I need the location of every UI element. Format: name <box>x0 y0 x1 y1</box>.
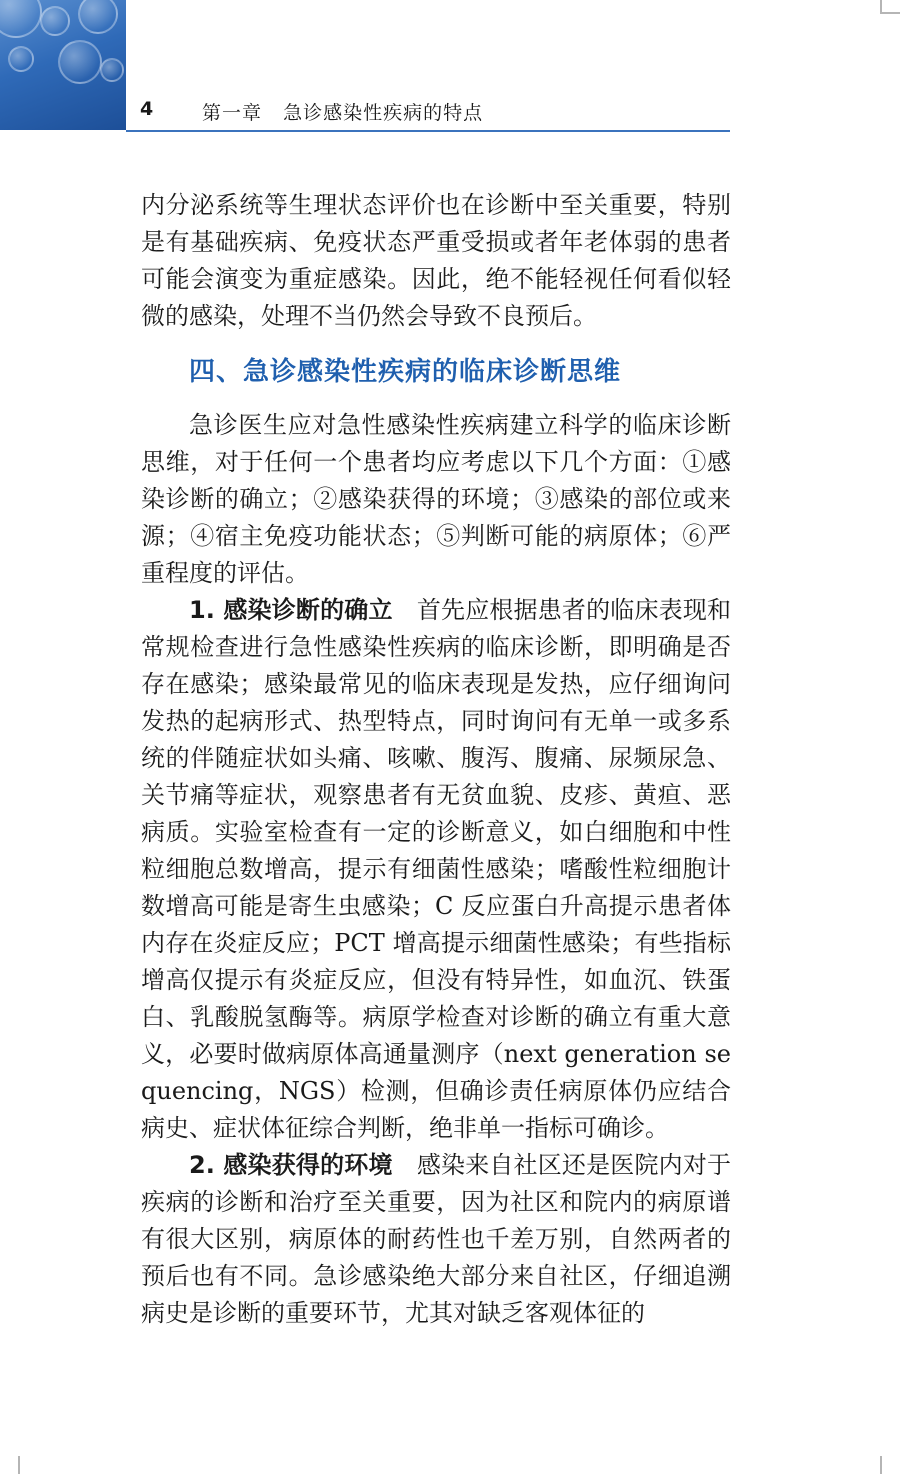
paragraph-item-1 <box>141 592 731 1147</box>
page-body <box>141 187 731 1332</box>
item-2-lead: 2. 感染获得的环境 <box>189 1151 393 1179</box>
chapter-title: 第一章 急诊感染性疾病的特点 <box>202 102 484 124</box>
item-1-text: 首先应根据患者的临床表现和常规检查进行急性感染性疾病的临床诊断，即明确是否存在感染；感染最常见的临床表现是发热，应仔细询问发热的起病形式、热型特点，同时询问有无单一或多系统的伴随症状如头痛、咳嗽、腹泻、腹痛、尿频尿急、关节痛等症状，观察患者有无贫血貌、皮疹、黄疸、恶病质。实验室检查有一定的诊断意义，如白细胞和中性粒细胞总数增高，提示有细菌性感染；嗜酸性粒细胞计数增高可能是寄生虫感染；C 反应蛋白升高提示患者体内存在炎症反应；PCT 增高提示细菌性感染；有些指标增高仅提示有炎症反应，但没有特异性，如血沉、铁蛋白、乳酸脱氢酶等。病原学检查对诊断的确立有重大意义，必要时做病原体高通量测序（next generation sequencing，NGS）检测，但确诊责任病原体仍应结合病史、症状体征综合判断，绝非单一指标可确诊。 <box>141 596 732 1142</box>
corner-decoration <box>0 0 126 130</box>
bubble-decoration <box>78 0 118 34</box>
paragraph-item-2 <box>141 1147 731 1332</box>
item-1-lead: 1. 感染诊断的确立 <box>189 596 393 624</box>
section-heading: 四、急诊感染性疾病的临床诊断思维 <box>189 357 622 387</box>
page-number: 4 <box>140 98 154 120</box>
header-rule <box>126 130 730 132</box>
bubble-decoration <box>58 40 102 84</box>
running-header <box>126 96 730 130</box>
crop-mark <box>880 1456 882 1474</box>
paragraph-overview: 急诊医生应对急性感染性疾病建立科学的临床诊断思维，对于任何一个患者均应考虑以下几个方面：①感染诊断的确立；②感染获得的环境；③感染的部位或来源；④宿主免疫功能状态；⑤判断可能的病原体；⑥严重程度的评估。 <box>141 411 731 587</box>
paragraph-intro: 内分泌系统等生理状态评价也在诊断中至关重要，特别是有基础疾病、免疫状态严重受损或者年老体弱的患者可能会演变为重症感染。因此，绝不能轻视任何看似轻微的感染，处理不当仍然会导致不良预后。 <box>141 191 731 330</box>
bubble-decoration <box>100 58 124 82</box>
item-2-text: 感染来自社区还是医院内对于疾病的诊断和治疗至关重要，因为社区和院内的病原谱有很大区别，病原体的耐药性也千差万别，自然两者的预后也有不同。急诊感染绝大部分来自社区，仔细追溯病史是诊断的重要环节，尤其对缺乏客观体征的 <box>141 1151 732 1327</box>
bubble-decoration <box>40 6 70 36</box>
bubble-decoration <box>8 46 34 72</box>
crop-mark <box>880 12 900 14</box>
crop-mark <box>18 1456 20 1474</box>
bubble-decoration <box>0 0 42 38</box>
